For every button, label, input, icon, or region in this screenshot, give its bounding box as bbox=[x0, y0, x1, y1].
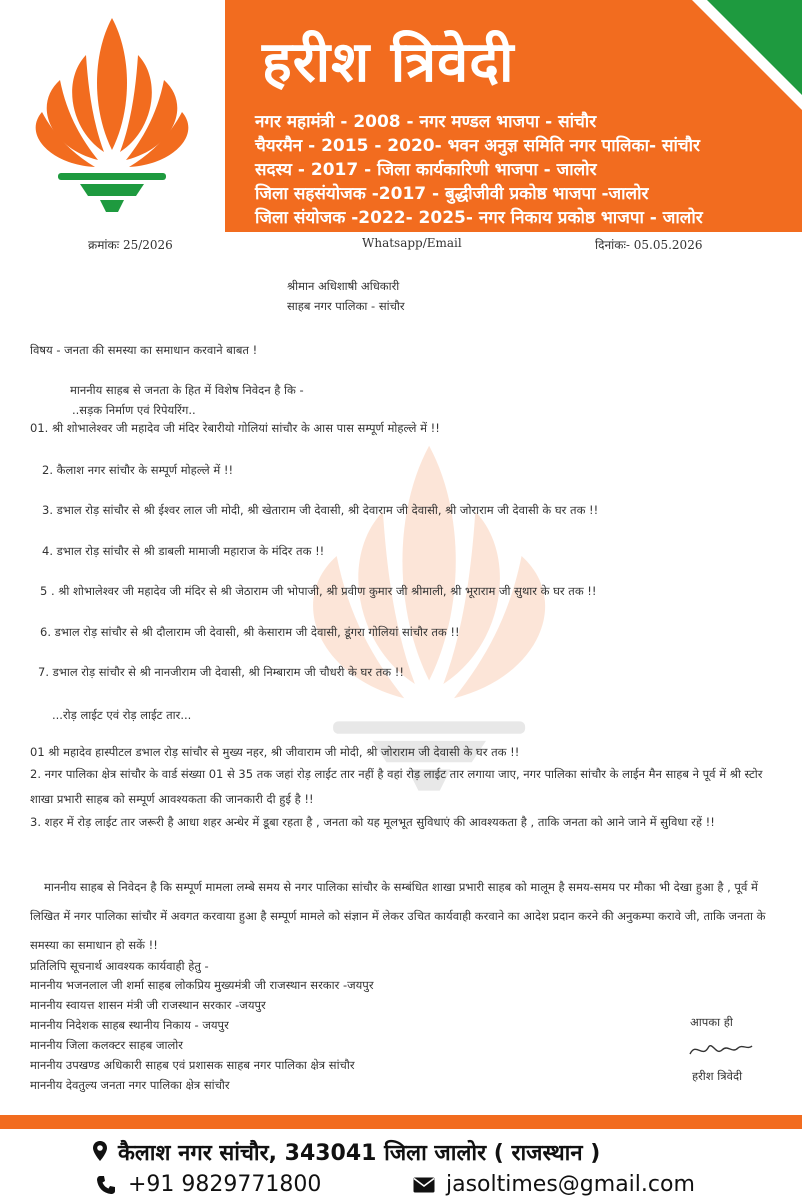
signature-label: आपका ही bbox=[690, 1015, 733, 1029]
designation-line: जिला सहसंयोजक -2017 - बुद्धीजीवी प्रकोष्ठ भाजपा -जालोर bbox=[255, 184, 649, 204]
list-item: 01. श्री शोभालेश्वर जी महादेव जी मंदिर रेबारीयो गोलियां सांचौर के आस पास सम्पूर्ण मोहल्ले में !! bbox=[30, 421, 440, 435]
intro-line: माननीय साहब से जनता के हित में विशेष निवेदन है कि - bbox=[70, 383, 304, 397]
designation-line: चैयरमैन - 2015 - 2020- भवन अनुज्ञ समिति नगर पालिका- सांचौर bbox=[255, 136, 701, 156]
cc-item: माननीय उपखण्ड अधिकारी साहब एवं प्रशासक साहब नगर पालिका क्षेत्र सांचौर bbox=[30, 1058, 355, 1072]
list-item: 5 . श्री शोभालेश्वर जी महादेव जी मंदिर से श्री जेठाराम जी भोपाजी, श्री प्रवीण कुमार जी श्रीमाली, श्री भूराराम जी सुथार के घर तक !! bbox=[40, 584, 597, 598]
section-title-roads: ..सड़क निर्माण एवं रिपेयरिंग.. bbox=[72, 403, 196, 417]
cc-item: माननीय देवतुल्य जनता नगर पालिका क्षेत्र सांचौर bbox=[30, 1078, 230, 1092]
list-item: 7. डभाल रोड़ सांचौर से श्री नानजीराम जी देवासी, श्री निम्बाराम जी चौधरी के घर तक !! bbox=[38, 665, 404, 679]
list-item: 4. डभाल रोड़ सांचौर से श्री डाबली मामाजी महाराज के मंदिर तक !! bbox=[42, 544, 325, 558]
addressee-line: साहब नगर पालिका - सांचौर bbox=[287, 299, 405, 313]
signature-name: हरीश त्रिवेदी bbox=[692, 1069, 743, 1083]
letterhead-header bbox=[0, 0, 802, 232]
lotus-logo bbox=[0, 0, 225, 232]
designation-line: नगर महामंत्री - 2008 - नगर मण्डल भाजपा - सांचौर bbox=[255, 112, 597, 132]
cc-item: माननीय स्वायत्त शासन मंत्री जी राजस्थान सरकार -जयपुर bbox=[30, 998, 266, 1012]
designation-line: जिला संयोजक -2022- 2025- नगर निकाय प्रकोष्ठ भाजपा - जालोर bbox=[255, 208, 703, 228]
letter-date: दिनांकः- 05.05.2026 bbox=[595, 238, 703, 252]
header-name: हरीश त्रिवेदी bbox=[262, 30, 515, 95]
list-item: 3. डभाल रोड़ सांचौर से श्री ईश्वर लाल जी मोदी, श्री खेताराम जी देवासी, श्री देवाराम जी देवासी, श्री जोराराम जी देवासी के घर तक !! bbox=[42, 503, 599, 517]
phone-icon bbox=[96, 1175, 116, 1195]
footer-email[interactable]: jasoltimes@gmail.com bbox=[446, 1172, 695, 1197]
footer-address: कैलाश नगर सांचौर, 343041 जिला जालोर ( राजस्थान ) bbox=[118, 1141, 601, 1166]
list-item: 2. नगर पालिका क्षेत्र सांचौर के वार्ड संख्या 01 से 35 तक जहां रोड़ लाईट तार नहीं है वहां रोड़ लाईट तार लगाया जाए, नगर पालिका सांचौर के लाईन मैन साहब ने पूर्व में श्री स्टोर शाखा प्रभारी साहब को सम्पूर्ण आवश्यकता की जानकारी दी हुई है !! bbox=[30, 767, 763, 806]
signature-scribble-icon bbox=[686, 1036, 756, 1062]
mail-icon bbox=[413, 1177, 435, 1193]
cc-title: प्रतिलिपि सूचनार्थ आवश्यक कार्यवाही हेतु - bbox=[30, 959, 209, 973]
list-item: 01 श्री महादेव हास्पीटल डभाल रोड़ सांचौर से मुख्य नहर, श्री जीवाराम जी मोदी, श्री जोराराम जी देवासी के घर तक !! bbox=[30, 745, 520, 759]
footer-divider bbox=[0, 1115, 802, 1129]
designation-line: सदस्य - 2017 - जिला कार्यकारिणी भाजपा - जालोर bbox=[255, 160, 597, 180]
cc-item: माननीय जिला कलक्टर साहब जालोर bbox=[30, 1038, 183, 1052]
list-item: 6. डभाल रोड़ सांचौर से श्री दौलाराम जी देवासी, श्री केसाराम जी देवासी, डूंगरा गोलियां सांचौर तक !! bbox=[40, 625, 460, 639]
cc-item: माननीय भजनलाल जी शर्मा साहब लोकप्रिय मुख्यमंत्री जी राजस्थान सरकार -जयपुर bbox=[30, 978, 374, 992]
reference-number: क्रमांकः 25/2026 bbox=[88, 238, 173, 252]
section-title-lights: ...रोड़ लाईट एवं रोड़ लाईट तार... bbox=[52, 708, 192, 722]
list-item: 3. शहर में रोड़ लाईट तार जरूरी है आधा शहर अन्धेर में डूबा रहता है , जनता को यह मूलभूत सुविधाएं की आवश्यकता है , ताकि जनता को आने जाने में सुविधा रहें !! bbox=[30, 815, 715, 829]
delivery-channel: Whatsapp/Email bbox=[362, 236, 462, 250]
lotus-logo-icon bbox=[0, 0, 225, 232]
header-corner-green bbox=[707, 0, 802, 95]
list-item: 2. कैलाश नगर सांचौर के सम्पूर्ण मोहल्ले में !! bbox=[42, 463, 234, 477]
closing-paragraph: माननीय साहब से निवेदन है कि सम्पूर्ण मामला लम्बे समय से नगर पालिका सांचौर के सम्बंधित शाखा प्रभारी साहब को मालूम है समय-समय पर मौका भी देखा हुआ है , पूर्व में लिखित में नगर पालिका सांचौर में अवगत करवाया हुआ है सम्पूर्ण मामले को संज्ञान में लेकर उचित कार्यवाही करवाने का आदेश प्रदान करने की अनुकम्पा करावे जी, ताकि जनता के समस्या का समाधान हो सकें !! bbox=[30, 880, 766, 952]
addressee-line: श्रीमान अधिशाषी अधिकारी bbox=[287, 279, 400, 293]
location-pin-icon bbox=[92, 1140, 108, 1162]
cc-item: माननीय निदेशक साहब स्थानीय निकाय - जयपुर bbox=[30, 1018, 229, 1032]
footer-phone[interactable]: +91 9829771800 bbox=[128, 1172, 322, 1197]
subject-line: विषय - जनता की समस्या का समाधान करवाने बाबत ! bbox=[30, 343, 258, 357]
header-designations bbox=[255, 110, 703, 230]
